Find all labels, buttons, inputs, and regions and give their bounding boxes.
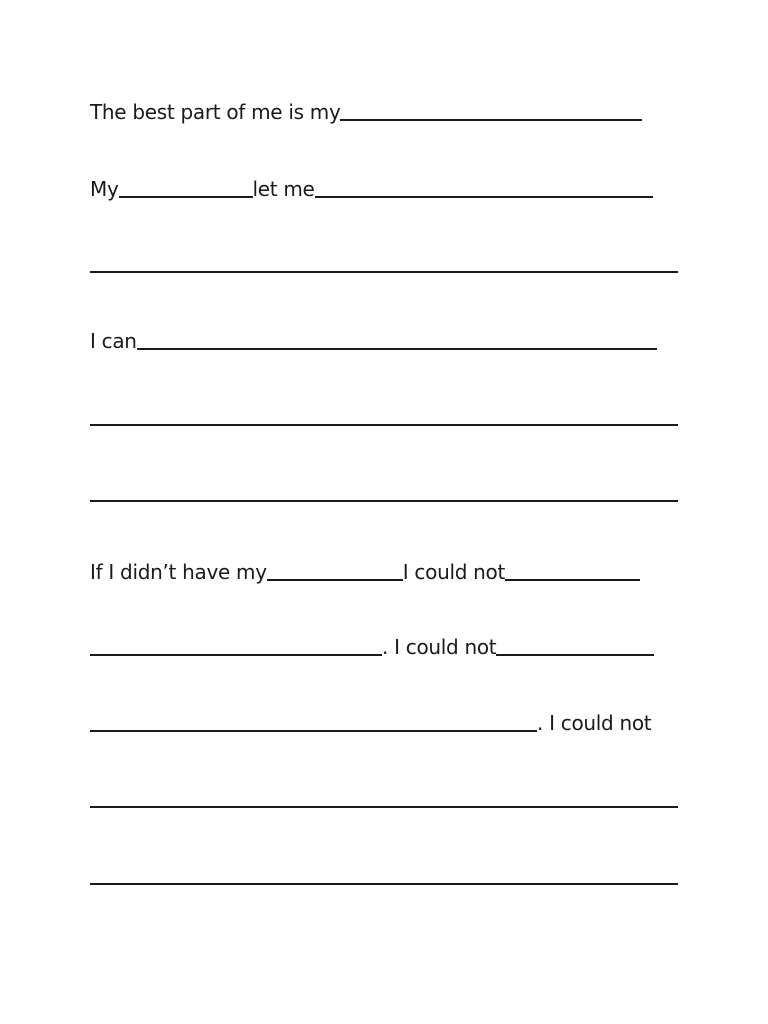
prompt-my-text: My: [90, 177, 119, 201]
blank-could-not-2-cont[interactable]: [90, 730, 537, 732]
prompt-i-could-not-text-1: I could not: [402, 560, 506, 584]
blank-my-body-part[interactable]: [119, 196, 253, 198]
blank-best-part[interactable]: [340, 119, 642, 121]
blank-full-line-3[interactable]: [90, 500, 678, 502]
prompt-if-i-didnt-have: [90, 556, 640, 584]
blank-full-line-2[interactable]: [90, 424, 678, 426]
blank-full-line-5[interactable]: [90, 883, 678, 885]
blank-i-can[interactable]: [137, 348, 657, 350]
answer-line-5: [90, 860, 678, 888]
answer-line-2: [90, 401, 678, 429]
prompt-i-can: [90, 325, 657, 353]
prompt-best-part: [90, 96, 642, 124]
prompt-my-let-me: [90, 173, 653, 201]
blank-let-me[interactable]: [315, 196, 653, 198]
answer-line-4: [90, 783, 678, 811]
blank-full-line-1[interactable]: [90, 271, 678, 273]
blank-could-not-2[interactable]: [496, 654, 654, 656]
prompt-if-i-didnt-have-text: If I didn’t have my: [90, 560, 267, 584]
prompt-let-me-text: let me: [252, 177, 315, 201]
prompt-i-could-not-text-2: . I could not: [382, 635, 497, 659]
prompt-could-not-3: [90, 707, 651, 735]
prompt-could-not-2: [90, 631, 654, 659]
blank-could-not-1[interactable]: [505, 579, 640, 581]
blank-didnt-have[interactable]: [267, 579, 403, 581]
prompt-best-part-text: The best part of me is my: [90, 100, 341, 124]
blank-full-line-4[interactable]: [90, 806, 678, 808]
prompt-i-can-text: I can: [90, 329, 137, 353]
prompt-i-could-not-text-3: . I could not: [537, 711, 652, 735]
answer-line-3: [90, 477, 678, 505]
answer-line-1: [90, 248, 678, 276]
blank-could-not-1-cont[interactable]: [90, 654, 382, 656]
